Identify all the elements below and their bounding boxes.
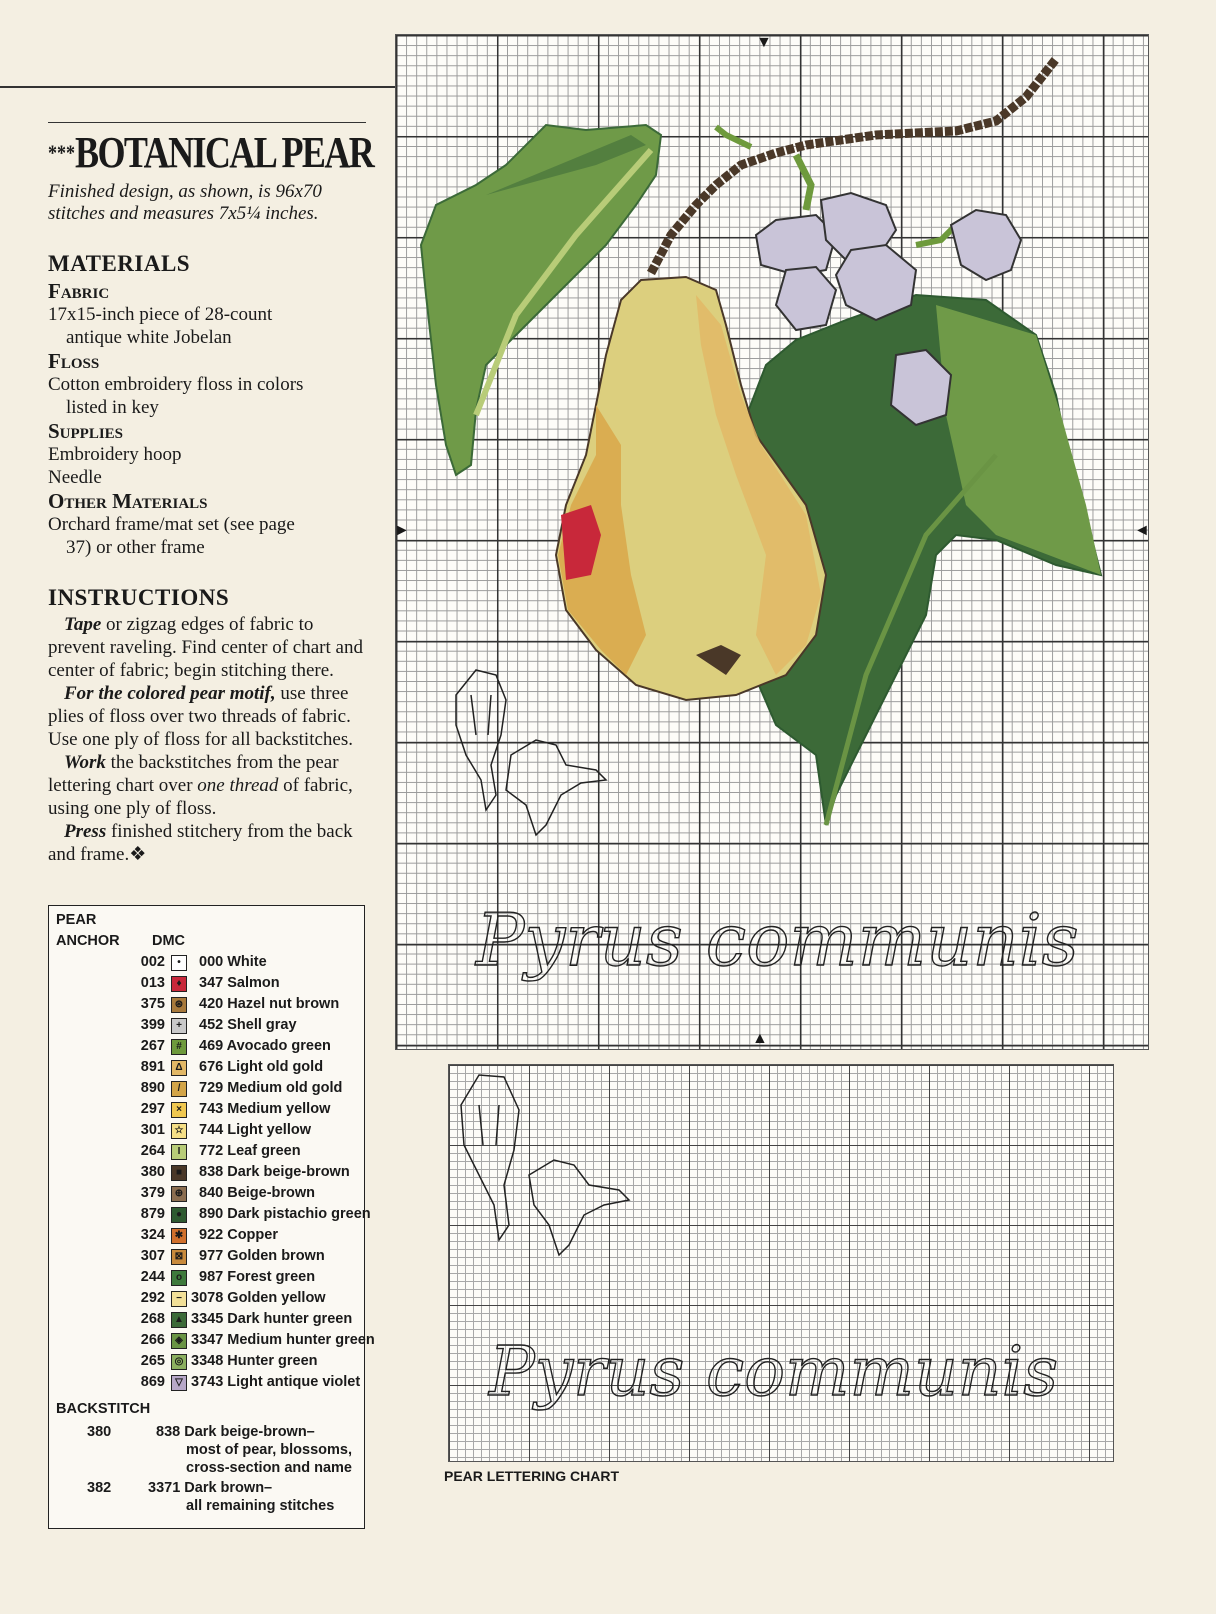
key-dmc: 347 Salmon [199,975,280,991]
key-dmc: 772 Leaf green [199,1143,301,1159]
key-row [49,1059,364,1080]
key-anchor: 297 [140,1101,165,1117]
key-dmc: 744 Light yellow [199,1122,311,1138]
key-row [49,1164,364,1185]
emphasis: Press [64,821,107,842]
supplies-heading: Supplies [48,419,124,443]
backstitch-title: BACKSTITCH [56,1401,151,1417]
key-symbol-swatch: ◎ [171,1354,187,1370]
key-row [49,1143,364,1164]
instruction-press [48,820,368,866]
key-symbol-swatch: ⊠ [171,1249,187,1265]
center-arrow-left: ► [394,522,410,539]
text: of fabric, using one ply of floss. [48,775,353,819]
text: or zigzag edges of fabric to prevent raveling. Find center of chart and center of fabric; begin stitching there. [48,614,363,681]
key-anchor: 379 [140,1185,165,1201]
key-symbol-swatch: ▽ [171,1375,187,1391]
other-materials-heading: Other Materials [48,489,208,513]
key-row [49,1227,364,1248]
key-dmc: 3348 Hunter green [191,1353,318,1369]
key-symbol-swatch: ◈ [171,1333,187,1349]
key-symbol-swatch: ✱ [171,1228,187,1244]
other-line-1: Orchard frame/mat set (see page [48,514,295,535]
lettering-motif [449,1065,1113,1461]
key-symbol-swatch: + [171,1018,187,1034]
key-symbol-swatch: − [171,1291,187,1307]
key-symbol-swatch: Δ [171,1060,187,1076]
key-anchor: 307 [140,1248,165,1264]
key-row [49,996,364,1017]
key-dmc: 452 Shell gray [199,1017,297,1033]
header-rule [0,86,395,88]
key-symbol-swatch: ☆ [171,1123,187,1139]
key-dmc: 3345 Dark hunter green [191,1311,353,1327]
floss-line-1: Cotton embroidery floss in colors [48,374,304,395]
key-anchor: 268 [140,1311,165,1327]
key-anchor: 324 [140,1227,165,1243]
bs-desc-3: cross-section and name [186,1460,352,1476]
blossom-outline-small [456,670,606,835]
lettering-text: Pyrus communis [476,898,1079,982]
key-anchor: 301 [140,1122,165,1138]
key-anchor: 292 [140,1290,165,1306]
fabric-line-2: antique white Jobelan [66,327,232,348]
key-anchor: 002 [140,954,165,970]
key-row [49,1332,375,1353]
text: use three plies of floss over two threads of fabric. Use one ply of floss for all backstitches. [48,683,353,750]
key-row [49,1353,364,1374]
key-symbol-swatch: ■ [171,1165,187,1181]
other-line-2: 37) or other frame [66,537,205,558]
materials-heading: MATERIALS [48,251,191,276]
key-dmc: 469 Avocado green [199,1038,331,1054]
key-symbol-swatch: ⊕ [171,1186,187,1202]
key-row [49,1248,364,1269]
center-arrow-bottom: ▲ [752,1030,768,1047]
key-row [49,1080,364,1101]
page-title [48,127,374,179]
key-dmc: 922 Copper [199,1227,278,1243]
bs-desc-1: 3371 Dark brown– [148,1480,273,1496]
color-key [48,905,375,1529]
key-dmc: 676 Light old gold [199,1059,324,1075]
key-col-dmc: DMC [152,933,186,949]
blossom-outline [461,1075,629,1255]
key-symbol-swatch: ⊛ [171,997,187,1013]
key-dmc: 987 Forest green [199,1269,316,1285]
instructions-column [48,122,374,866]
key-anchor: 244 [140,1269,165,1285]
center-arrow-top: ▼ [756,34,772,51]
key-anchor: 399 [140,1017,165,1033]
key-symbol-swatch: / [171,1081,187,1097]
key-anchor: 013 [140,975,165,991]
bs-desc-2: all remaining stitches [186,1498,335,1514]
key-anchor: 375 [140,996,165,1012]
bs-desc-1: 838 Dark beige-brown– [156,1424,315,1440]
key-dmc: 3347 Medium hunter green [191,1332,375,1348]
bs-anchor: 380 [87,1424,112,1440]
bs-desc-2: most of pear, blossoms, [186,1442,352,1458]
key-symbol-swatch: ● [171,1207,187,1223]
key-row [49,1038,364,1059]
lettering-text-2: Pyrus communis [489,1333,1059,1412]
key-row [49,1017,364,1038]
key-row [49,1311,364,1332]
key-row [49,954,364,975]
key-anchor: 879 [140,1206,165,1222]
emphasis: Tape [64,614,102,635]
key-dmc: 3078 Golden yellow [191,1290,326,1306]
key-row [49,1269,364,1290]
key-row [49,1206,371,1227]
emphasis: For the colored pear motif, [64,683,276,704]
text: finished stitchery from the back and frame.❖ [48,821,353,865]
key-anchor: 380 [140,1164,165,1180]
instruction-work [48,751,368,820]
key-anchor: 869 [140,1374,165,1390]
instruction-motif [48,682,368,751]
key-symbol-swatch: # [171,1039,187,1055]
key-symbol-swatch: ▲ [171,1312,187,1328]
key-symbol-swatch: ♦ [171,976,187,992]
title-text: BOTANICAL PEAR [75,128,374,177]
instructions-heading: INSTRUCTIONS [48,585,230,610]
key-anchor: 265 [140,1353,165,1369]
key-row [49,1290,364,1311]
fabric-line-1: 17x15-inch piece of 28-count [48,304,273,325]
fabric-heading: Fabric [48,279,110,303]
key-dmc: 977 Golden brown [199,1248,325,1264]
key-row [49,975,364,996]
intro-text: Finished design, as shown, is 96x70 stitches and measures 7x5¼ inches. [48,181,322,224]
key-col-anchor: ANCHOR [56,933,120,949]
floss-heading: Floss [48,349,100,373]
key-anchor: 891 [140,1059,165,1075]
key-anchor: 890 [140,1080,165,1096]
key-anchor: 266 [140,1332,165,1348]
key-anchor: 267 [140,1038,165,1054]
key-symbol-swatch: o [171,1270,187,1286]
emphasis: one thread [197,775,279,796]
lettering-chart-caption: PEAR LETTERING CHART [444,1468,619,1484]
key-symbol-swatch: I [171,1144,187,1160]
emphasis: Work [64,752,106,773]
key-symbol-swatch: × [171,1102,187,1118]
title-rule [48,122,366,123]
key-symbol-swatch: • [171,955,187,971]
key-dmc: 840 Beige-brown [199,1185,316,1201]
pear-motif [396,35,1148,1049]
key-dmc: 729 Medium old gold [199,1080,343,1096]
instruction-tape [48,613,368,682]
bs-anchor: 382 [87,1480,112,1496]
supplies-line-1: Embroidery hoop [48,444,182,465]
key-row [49,1122,364,1143]
text: the backstitches from the pear lettering chart over [48,752,339,796]
key-dmc: 838 Dark beige-brown [199,1164,350,1180]
key-dmc: 890 Dark pistachio green [199,1206,371,1222]
lettering-chart [448,1064,1114,1462]
key-dmc: 420 Hazel nut brown [199,996,340,1012]
key-anchor: 264 [140,1143,165,1159]
pear-cross-stitch-chart [395,34,1149,1050]
difficulty-stars: *** [48,140,76,165]
key-title: PEAR [56,912,97,928]
key-row [49,1101,364,1122]
key-row [49,1185,364,1206]
key-dmc: 743 Medium yellow [199,1101,331,1117]
key-row [49,1374,364,1395]
key-dmc: 3743 Light antique violet [191,1374,361,1390]
supplies-line-2: Needle [48,467,102,488]
floss-line-2: listed in key [66,397,159,418]
key-dmc: 000 White [199,954,267,970]
center-arrow-right: ◄ [1134,522,1150,539]
